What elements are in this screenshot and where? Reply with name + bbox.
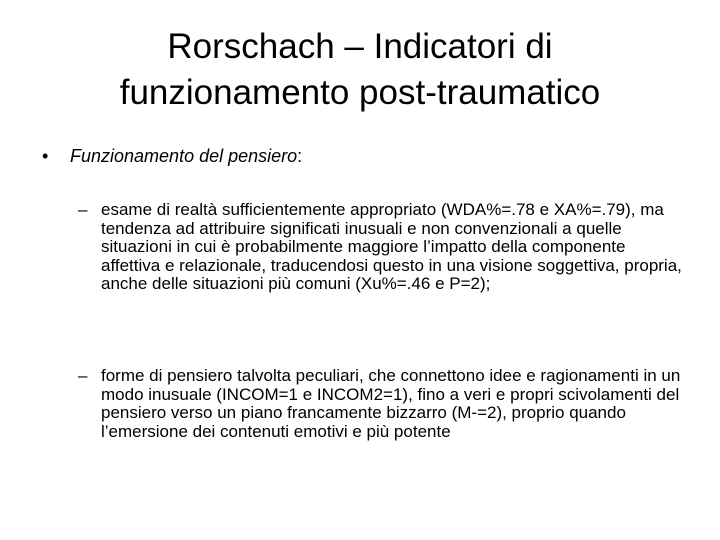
sub-bullet-thought-forms <box>78 367 683 441</box>
bullet-heading: Funzionamento del pensiero <box>70 146 298 166</box>
sub-bullet-text: forme di pensiero talvolta peculiari, che connettono idee e ragionamenti in un modo inusuale (INCOM=1 e INCOM2=1), fino a veri e propri scivolamenti del pensiero verso un piano francamente bizzarro (M-=2), proprio quando l’emersione dei contenuti emotivi e più potente <box>101 366 681 441</box>
bullet-heading-suffix: : <box>297 146 303 166</box>
sub-bullet-marker: – <box>78 366 88 385</box>
bullet-marker: • <box>42 146 49 166</box>
slide-title-line-1: Rorschach – Indicatori di <box>167 27 553 66</box>
sub-bullet-marker: – <box>78 200 88 219</box>
bullet-functioning-of-thought <box>42 145 682 167</box>
slide-title-line-2: funzionamento post-traumatico <box>119 73 601 112</box>
sub-bullet-reality-testing <box>78 201 683 294</box>
slide-title <box>40 24 680 116</box>
sub-bullet-text: esame di realtà sufficientemente appropriato (WDA%=.78 e XA%=.79), ma tendenza ad attribuire significati inusuali e non convenzionali a quelle situazioni in cui è probabilmente maggiore l’impatto della componente affettiva e relazionale, traducendosi questo in una visione soggettiva, propria, anche delle situazioni più comuni (Xu%=.46 e P=2); <box>101 200 682 294</box>
